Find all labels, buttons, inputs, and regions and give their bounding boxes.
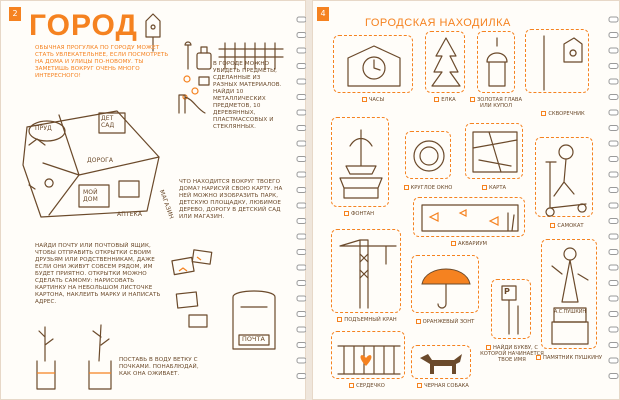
- checkbox-crane[interactable]: [337, 317, 342, 322]
- hand-drawn-map: [19, 105, 169, 225]
- spiral-ring: [297, 33, 306, 38]
- spiral-ring: [297, 312, 306, 317]
- spiral-ring: [609, 17, 618, 22]
- spiral-binding-right: [607, 11, 620, 396]
- spiral-ring: [609, 48, 618, 53]
- spiral-ring: [297, 126, 306, 131]
- spiral-ring: [609, 126, 618, 131]
- map-icon: [471, 130, 519, 174]
- card-fountain: [331, 117, 389, 207]
- spiral-ring: [297, 172, 306, 177]
- map-label-pond: ПРУД: [35, 125, 52, 132]
- checkbox-heart[interactable]: [349, 383, 354, 388]
- caption-clock: ЧАСЫ: [353, 97, 393, 103]
- spiral-ring: [297, 234, 306, 239]
- orange-umbrella-icon: [418, 260, 474, 310]
- spiral-ring: [297, 17, 306, 22]
- fir-tree-icon: [432, 36, 460, 90]
- caption-crane: ПОДЪЕМНЫЙ КРАН: [331, 317, 403, 323]
- page-title-left: ГОРОД: [29, 9, 138, 42]
- caption-fountain: ФОНТАН: [337, 211, 381, 217]
- card-crane: [331, 229, 401, 313]
- spiral-ring: [609, 374, 618, 379]
- page-number-left: 2: [9, 7, 21, 21]
- caption-scooter: САМОКАТ: [541, 223, 593, 229]
- crane-icon: [336, 234, 398, 310]
- materials-text: В ГОРОДЕ МОЖНО УВИДЕТЬ ПРЕДМЕТЫ, СДЕЛАННЫЕ ИЗ РАЗНЫХ МАТЕРИАЛОВ. НАЙДИ 10 МЕТАЛЛИЧЕСКИХ ПРЕДМЕТОВ, 10 ДЕРЕВЯННЫХ, ПЛАСТМАССОВЫХ И СТЕКЛЯННЫХ.: [213, 61, 282, 130]
- spiral-ring: [609, 250, 618, 255]
- heart-fence-icon: [336, 336, 402, 376]
- monument-plaque: А.С.ПУШКИН: [554, 310, 586, 315]
- spiral-ring: [609, 64, 618, 69]
- spiral-ring: [297, 95, 306, 100]
- spiral-ring: [609, 281, 618, 286]
- spiral-ring: [609, 33, 618, 38]
- spiral-ring: [609, 95, 618, 100]
- round-window-icon: [411, 136, 447, 176]
- card-map: [465, 123, 523, 179]
- spiral-ring: [297, 358, 306, 363]
- golden-dome-icon: [483, 36, 511, 90]
- checkbox-fir[interactable]: [434, 97, 439, 102]
- branch-vases-icon: [31, 321, 121, 391]
- card-clock: [333, 35, 413, 93]
- spiral-ring: [297, 110, 306, 115]
- checkbox-map[interactable]: [482, 185, 487, 190]
- map-label-road: ДОРОГА: [87, 157, 114, 164]
- checkbox-fountain[interactable]: [344, 211, 349, 216]
- mailbox-label: ПОЧТА: [242, 335, 265, 343]
- spiral-ring: [297, 327, 306, 332]
- checkbox-umbrella[interactable]: [416, 319, 421, 324]
- spiral-ring: [297, 250, 306, 255]
- spiral-ring: [609, 172, 618, 177]
- caption-heart: СЕРДЕЧКО: [339, 383, 395, 389]
- caption-aquarium: АКВАРИУМ: [443, 241, 495, 247]
- spiral-ring: [297, 281, 306, 286]
- birdhouse-icon: [534, 34, 582, 90]
- spiral-ring: [297, 141, 306, 146]
- mailbox-icon: [229, 287, 279, 353]
- checkbox-scooter[interactable]: [550, 223, 555, 228]
- caption-dog: ЧЕРНАЯ СОБАКА: [413, 383, 473, 389]
- spiral-ring: [609, 188, 618, 193]
- caption-fir: ЕЛКА: [425, 97, 465, 103]
- parking-sign-icon: [498, 284, 526, 336]
- spiral-ring: [297, 48, 306, 53]
- aquarium-icon: [420, 203, 520, 233]
- checkbox-dog[interactable]: [417, 383, 422, 388]
- spiral-ring: [609, 343, 618, 348]
- spiral-ring: [297, 219, 306, 224]
- caption-letter: НАЙДИ БУКВУ, С КОТОРОЙ НАЧИНАЕТСЯ ТВОЕ ИМЯ: [480, 345, 544, 363]
- checkbox-birdhouse[interactable]: [541, 111, 546, 116]
- caption-dome: ЗОЛОТАЯ ГЛАВА ИЛИ КУПОЛ: [465, 97, 527, 109]
- caption-pushkin: ПАМЯТНИК ПУШКИНУ: [535, 355, 603, 361]
- caption-umbrella: ОРАНЖЕВЫЙ ЗОНТ: [411, 319, 479, 325]
- card-umbrella: [411, 255, 479, 313]
- map-label-pharmacy: АПТЕКА: [117, 211, 143, 218]
- right-page: [312, 0, 620, 400]
- card-round-window: [405, 131, 451, 179]
- spiral-ring: [609, 358, 618, 363]
- spiral-ring: [297, 265, 306, 270]
- spiral-ring: [609, 234, 618, 239]
- card-letter: [491, 279, 531, 339]
- card-pushkin: [541, 239, 597, 349]
- spiral-ring: [609, 203, 618, 208]
- card-birdhouse: [525, 29, 589, 93]
- black-dog-icon: [418, 350, 466, 376]
- pushkin-monument-icon: [548, 244, 592, 346]
- page-title-right: ГОРОДСКАЯ НАХОДИЛКА: [365, 17, 511, 29]
- spiral-ring: [609, 157, 618, 162]
- left-page: [0, 0, 306, 400]
- spiral-ring: [297, 157, 306, 162]
- map-label-shop: МАГАЗИН: [157, 188, 175, 221]
- spiral-ring: [297, 296, 306, 301]
- spiral-ring: [297, 188, 306, 193]
- clock-tower-icon: [344, 42, 404, 88]
- spiral-ring: [609, 110, 618, 115]
- card-dome: [477, 31, 515, 93]
- spiral-ring: [609, 219, 618, 224]
- card-scooter: [535, 137, 593, 217]
- slide-icon: [177, 89, 207, 115]
- map-label-kindergarten: ДЕТ САД: [101, 115, 115, 129]
- spiral-ring: [609, 296, 618, 301]
- page-number-right: 4: [317, 7, 329, 21]
- card-dog: [411, 345, 471, 379]
- spiral-ring: [609, 327, 618, 332]
- checkbox-aquarium[interactable]: [451, 241, 456, 246]
- intro-text: ОБЫЧНАЯ ПРОГУЛКА ПО ГОРОДУ МОЖЕТ СТАТЬ УВЛЕКАТЕЛЬНЕЕ, ЕСЛИ ПОСМОТРЕТЬ НА ДОМА И УЛИЦЫ ПО-НОВОМУ. ТЫ ЗАМЕТИШЬ ВОКРУГ ОЧЕНЬ МНОГО ИНТЕРЕСНОГО!: [35, 45, 169, 79]
- postcards-icon: [169, 247, 229, 337]
- spiral-ring: [297, 79, 306, 84]
- spiral-ring: [609, 79, 618, 84]
- checkbox-round-window[interactable]: [404, 185, 409, 190]
- spiral-ring: [297, 343, 306, 348]
- card-heart: [331, 331, 405, 379]
- checkbox-letter[interactable]: [486, 345, 491, 350]
- checkbox-clock[interactable]: [362, 97, 367, 102]
- card-fir: [425, 31, 465, 93]
- checkbox-dome[interactable]: [470, 97, 475, 102]
- checkbox-pushkin[interactable]: [536, 355, 541, 360]
- card-aquarium: [413, 197, 525, 237]
- sign-letter: Р: [504, 287, 510, 296]
- mail-text: НАЙДИ ПОЧТУ ИЛИ ПОЧТОВЫЙ ЯЩИК, ЧТОБЫ ОТПРАВИТЬ ОТКРЫТКИ СВОИМ ДРУЗЬЯМ ИЛИ РОДСТВЕННИКАМ, ДАЖЕ ЕСЛИ ОНИ ЖИВУТ СОВСЕМ РЯДОМ, ИМ БУДЕТ ПРИЯТНО. ОТКРЫТКИ МОЖНО СДЕЛАТЬ САМОМУ: НАРИСОВАТЬ КАРТИНКУ НА НЕБОЛЬШОМ ЛИСТОЧКЕ КАРТОНА, НАКЛЕИТЬ МАРКУ И НАПИСАТЬ АДРЕС.: [35, 243, 161, 305]
- map-label-my-home: МОЙ ДОМ: [83, 189, 98, 203]
- caption-map: КАРТА: [469, 185, 519, 191]
- spiral-ring: [297, 374, 306, 379]
- spiral-ring: [609, 265, 618, 270]
- fountain-icon: [336, 126, 386, 202]
- branch-text: ПОСТАВЬ В ВОДУ ВЕТКУ С ПОЧКАМИ. ПОНАБЛЮДАЙ, КАК ОНА ОЖИВАЕТ.: [119, 357, 199, 377]
- spiral-ring: [609, 312, 618, 317]
- scooter-kid-icon: [540, 142, 590, 214]
- spiral-ring: [297, 64, 306, 69]
- caption-round-window: КРУГЛОЕ ОКНО: [399, 185, 457, 191]
- spiral-ring: [297, 203, 306, 208]
- caption-birdhouse: СКВОРЕЧНИК: [535, 111, 591, 117]
- spiral-ring: [609, 141, 618, 146]
- map-text: ЧТО НАХОДИТСЯ ВОКРУГ ТВОЕГО ДОМА? НАРИСУЙ СВОЮ КАРТУ. НА НЕЙ МОЖНО ИЗОБРАЗИТЬ ПАРК, ДЕТСКУЮ ПЛОЩАДКУ, ЛЮБИМОЕ ДЕРЕВО, ДОРОГУ В ДЕТСКИЙ САД ИЛИ МАГАЗИН.: [179, 179, 283, 220]
